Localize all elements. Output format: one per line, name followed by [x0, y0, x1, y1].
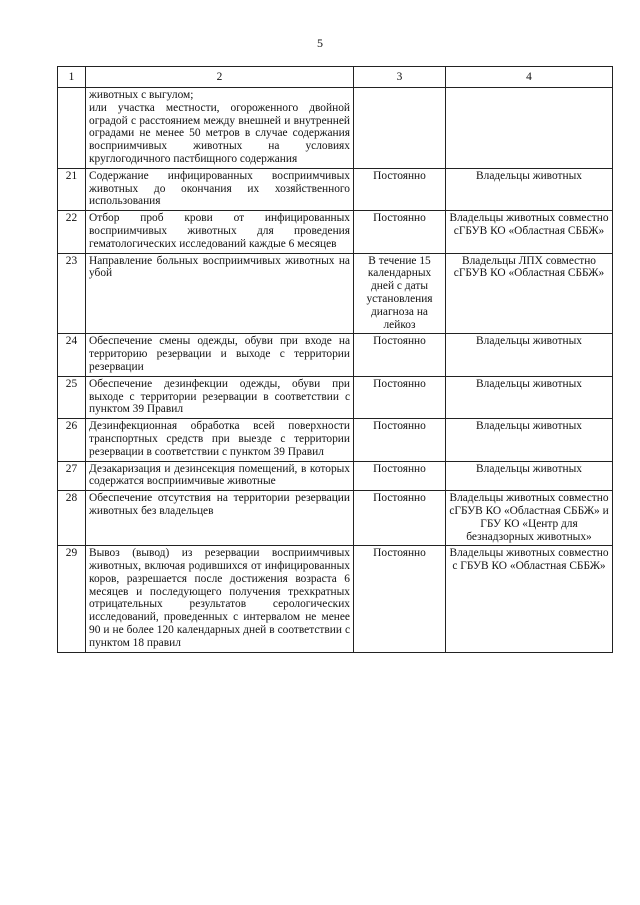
responsible-cell: Владельцы животных совместно сГБУВ КО «Областная СББЖ» [446, 211, 613, 253]
row-number: 25 [58, 376, 86, 418]
table-row [58, 88, 613, 169]
responsible-cell: Владельцы животных [446, 419, 613, 461]
term-cell: Постоянно [354, 211, 446, 253]
measure-cell: Вывоз (вывод) из резервации восприимчивых животных, включая родившихся от инфицированных коров, разрешается после достижения возраста 6 месяцев и последующего получения трехкратных отрицательных результатов серологических исследований, проведенных с интервалом не менее 90 и не более 120 календарных дней в соответствии с пунктом 18 правил [86, 546, 354, 652]
table-row [58, 546, 613, 652]
table-row [58, 334, 613, 376]
header-row [58, 67, 613, 88]
term-cell: Постоянно [354, 334, 446, 376]
row-number: 21 [58, 168, 86, 210]
measure-cell [86, 88, 354, 169]
page-number: 5 [317, 36, 323, 50]
responsible-cell: Владельцы животных совместно сГБУВ КО «Областная СББЖ» и ГБУ КО «Центр для безнадзорных животных» [446, 491, 613, 546]
row-number: 29 [58, 546, 86, 652]
row-number: 27 [58, 461, 86, 491]
term-cell: Постоянно [354, 168, 446, 210]
responsible-cell: Владельцы ЛПХ совместно сГБУВ КО «Областная СББЖ» [446, 253, 613, 334]
responsible-cell: Владельцы животных [446, 168, 613, 210]
header-col-1: 1 [58, 67, 86, 88]
measure-cell: Дезакаризация и дезинсекция помещений, в которых содержатся восприимчивые животные [86, 461, 354, 491]
responsible-cell: Владельцы животных [446, 376, 613, 418]
table-row [58, 376, 613, 418]
row-number: 26 [58, 419, 86, 461]
measure-text: животных с выгулом; или участка местности, огороженного двойной оградой с расстоянием между внешней и внутренней оградами не менее 50 метров в случае содержания восприимчивых животных на условиях круглогодичного пастбищного содержания [89, 89, 350, 165]
row-number: 22 [58, 211, 86, 253]
header-col-4: 4 [446, 67, 613, 88]
table-row [58, 211, 613, 253]
table-row [58, 491, 613, 546]
term-cell: Постоянно [354, 491, 446, 546]
responsible-cell: Владельцы животных [446, 461, 613, 491]
table-row [58, 461, 613, 491]
header-col-2: 2 [86, 67, 354, 88]
term-cell: Постоянно [354, 376, 446, 418]
term-cell: Постоянно [354, 546, 446, 652]
term-cell: Постоянно [354, 419, 446, 461]
responsible-cell: Владельцы животных [446, 334, 613, 376]
table-row [58, 419, 613, 461]
term-cell: Постоянно [354, 461, 446, 491]
table-row [58, 253, 613, 334]
header-col-3: 3 [354, 67, 446, 88]
row-number: 23 [58, 253, 86, 334]
responsible-cell [446, 88, 613, 169]
row-number: 24 [58, 334, 86, 376]
table-row [58, 168, 613, 210]
measure-cell: Обеспечение смены одежды, обуви при входе на территорию резервации и выходе с территории резервации [86, 334, 354, 376]
measures-table [57, 66, 613, 653]
term-cell: В течение 15 календарных дней с даты установления диагноза на лейкоз [354, 253, 446, 334]
measure-cell: Содержание инфицированных восприимчивых животных до окончания их хозяйственного использования [86, 168, 354, 210]
measure-cell: Отбор проб крови от инфицированных восприимчивых животных для проведения гематологических исследований каждые 6 месяцев [86, 211, 354, 253]
term-cell [354, 88, 446, 169]
measure-cell: Обеспечение отсутствия на территории резервации животных без владельцев [86, 491, 354, 546]
measure-cell: Направление больных восприимчивых животных на убой [86, 253, 354, 334]
responsible-cell: Владельцы животных совместно с ГБУВ КО «Областная СББЖ» [446, 546, 613, 652]
measure-cell: Дезинфекционная обработка всей поверхности транспортных средств при выезде с территории резервации в соответствии с пунктом 39 Правил [86, 419, 354, 461]
row-number: 28 [58, 491, 86, 546]
measure-cell: Обеспечение дезинфекции одежды, обуви при выходе с территории резервации в соответствии с пунктом 39 Правил [86, 376, 354, 418]
row-number [58, 88, 86, 169]
